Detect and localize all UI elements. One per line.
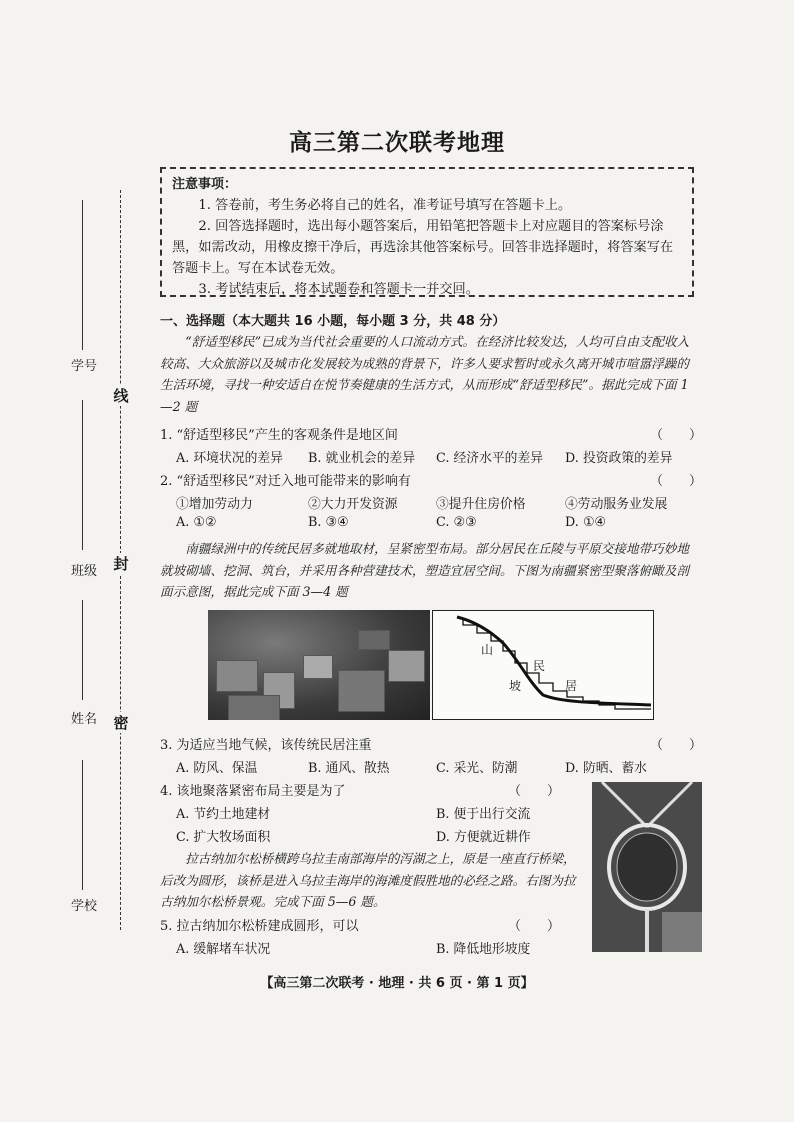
settlement-aerial-photo <box>208 610 430 720</box>
question-4-stem: 4. 该地聚落紧密布局主要是为了 <box>160 784 346 799</box>
diagram-label: 民 <box>533 659 546 673</box>
student-id-blank <box>82 200 83 350</box>
notice-heading: 注意事项： <box>172 177 238 192</box>
section-heading: 一、选择题（本大题共 16 小题，每小题 3 分，共 48 分） <box>160 314 506 329</box>
option-c: C. ②③ <box>436 515 477 530</box>
option-d: D. 防晒、蓄水 <box>565 761 647 776</box>
notice-item: 2. 回答选择题时，选出每小题答案后，用铅笔把答题卡上对应题目的答案标号涂黑，如需改动，用橡皮擦干净后，再选涂其他答案标号。回答非选择题时，将答案写在答题卡上。写在本试卷无效。 <box>172 219 674 276</box>
student-id-label: 学号 <box>70 359 97 374</box>
option-a: A. 防风、保温 <box>176 761 258 776</box>
statement: ④劳动服务业发展 <box>565 497 668 512</box>
answer-paren: （ ） <box>508 919 561 934</box>
answer-paren: （ ） <box>650 738 703 753</box>
option-b: B. 便于出行交流 <box>436 807 531 822</box>
diagram-label: 坡 <box>509 679 522 693</box>
diagram-label: 居 <box>565 679 578 693</box>
passage-2: 南疆绿洲中的传统民居多就地取材，呈紧密型布局。部分居民在丘陵与平原交接地带巧妙地就坡砌墙、挖洞、筑台，并采用各种营建技术，塑造宜居空间。下图为南疆紧密型聚落俯瞰及剖面示意图，据此完成下面 3—4 题 <box>160 541 689 599</box>
page-footer: 【高三第二次联考 · 地理 · 共 6 页 · 第 1 页】 <box>260 976 534 991</box>
option-a: A. 环境状况的差异 <box>176 451 283 466</box>
question-5-stem: 5. 拉古纳加尔松桥建成圆形，可以 <box>160 919 359 934</box>
option-d: D. 方便就近耕作 <box>436 830 531 845</box>
option-b: B. 降低地形坡度 <box>436 942 531 957</box>
name-label: 姓名 <box>70 712 97 727</box>
option-b: B. 通风、散热 <box>308 761 390 776</box>
answer-paren: （ ） <box>650 474 703 489</box>
bridge-photo <box>592 782 702 952</box>
name-blank <box>82 600 83 700</box>
option-d: D. ①④ <box>565 515 606 530</box>
notice-item: 3. 考试结束后，将本试题卷和答题卡一并交回。 <box>198 282 479 297</box>
notice-box <box>160 167 694 297</box>
question-1-stem: 1. “舒适型移民”产生的客观条件是地区间 <box>160 428 398 443</box>
answer-paren: （ ） <box>650 428 703 443</box>
class-label: 班级 <box>70 564 97 579</box>
class-blank <box>82 400 83 550</box>
option-c: C. 经济水平的差异 <box>436 451 544 466</box>
diagram-label: 山 <box>481 643 494 657</box>
option-a: A. 节约土地建材 <box>176 807 271 822</box>
school-label: 学校 <box>70 899 97 914</box>
school-blank <box>82 760 83 890</box>
statement: ③提升住房价格 <box>436 497 526 512</box>
option-a: A. 缓解堵车状况 <box>176 942 271 957</box>
option-c: C. 采光、防潮 <box>436 761 518 776</box>
option-c: C. 扩大牧场面积 <box>176 830 271 845</box>
passage-1: “舒适型移民”已成为当代社会重要的人口流动方式。在经济比较发达，人均可自由支配收入较高、大众旅游以及城市化发展较为成熟的背景下，许多人要求暂时或永久离开城市喧嚣浮躁的生活环境，寻找一种安适自在悦节奏健康的生活方式，从而形成“舒适型移民”。据此完成下面 1—2 题 <box>160 334 690 414</box>
statement: ②大力开发资源 <box>308 497 398 512</box>
page-title: 高三第二次联考地理 <box>289 130 505 156</box>
question-2-stem: 2. “舒适型移民”对迁入地可能带来的影响有 <box>160 474 411 489</box>
seal-mark-secret: 密 <box>110 712 132 733</box>
option-b: B. 就业机会的差异 <box>308 451 416 466</box>
option-a: A. ①② <box>176 515 217 530</box>
question-3-stem: 3. 为适应当地气候，该传统民居注重 <box>160 738 372 753</box>
option-d: D. 投资政策的差异 <box>565 451 673 466</box>
notice-item: 1. 答卷前，考生务必将自己的姓名，准考证号填写在答题卡上。 <box>198 198 572 213</box>
seal-mark-line: 线 <box>110 385 132 406</box>
passage-3: 拉古纳加尔松桥横跨乌拉圭南部海岸的泻湖之上，原是一座直行桥梁，后改为圆形，该桥是进入乌拉圭海岸的海滩度假胜地的必经之路。右图为拉古纳加尔松桥景观。完成下面 5—6 题。 <box>160 851 576 909</box>
slope-cross-section-diagram <box>432 610 654 720</box>
statement: ①增加劳动力 <box>176 497 253 512</box>
seal-mark-seal: 封 <box>110 553 132 574</box>
answer-paren: （ ） <box>508 784 561 799</box>
option-b: B. ③④ <box>308 515 349 530</box>
